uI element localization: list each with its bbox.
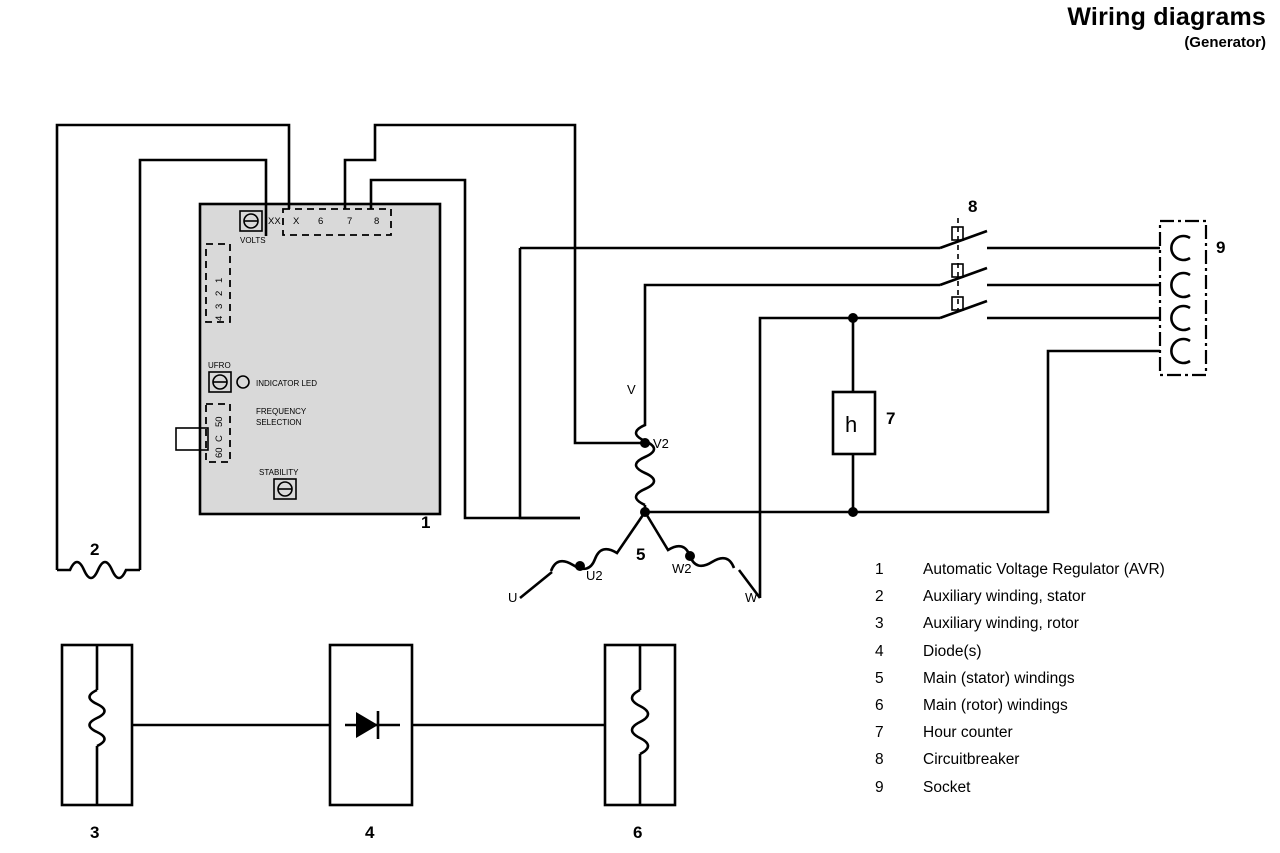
socket-contact-4 [1171,339,1190,363]
legend-label: Main (stator) windings [923,669,1075,687]
socket-contact-3 [1171,306,1190,330]
aux-rotor-ref: 3 [90,823,100,842]
terminal-label-7: 7 [347,216,353,227]
legend-label: Auxiliary winding, stator [923,588,1086,606]
winding-v [636,401,654,505]
u-lead [520,572,552,598]
legend-number: 2 [875,588,884,606]
frequency-selection-label-1: FREQUENCY [256,407,307,416]
selector-label-4: 4 [214,315,225,321]
legend-label: Diode(s) [923,642,982,660]
label-v: V [627,382,636,397]
legend [875,556,1165,801]
avr-ref-number: 1 [421,513,431,532]
legend-label: Hour counter [923,724,1013,742]
legend-item [875,583,1165,610]
circuitbreaker-ref: 8 [968,197,978,216]
legend-item [875,610,1165,637]
main-rotor-ref: 6 [633,823,643,842]
hour-counter-symbol: h [845,412,858,437]
legend-number: 9 [875,778,884,796]
legend-label: Automatic Voltage Regulator (AVR) [923,561,1165,578]
indicator-led-label: INDICATOR LED [256,379,318,388]
label-w2: W2 [672,561,692,576]
hour-counter-ref: 7 [886,409,896,428]
legend-label: Main (rotor) windings [923,697,1068,715]
legend-number: 8 [875,751,884,769]
frequency-option-60: 60 [214,447,225,458]
frequency-option-c: C [214,435,225,442]
legend-item [875,746,1165,773]
wire-neutral-to-socket [645,351,1160,512]
legend-item [875,638,1165,665]
wire-phase2-to-breaker [645,285,940,378]
selector-label-2: 2 [214,290,225,296]
legend-item [875,774,1165,801]
aux-stator-ref: 2 [90,540,100,559]
socket-contact-2 [1171,273,1190,297]
label-u2: U2 [586,568,603,583]
legend-label: Circuitbreaker [923,751,1020,769]
legend-item [875,719,1165,746]
socket-ref: 9 [1216,238,1226,257]
legend-item [875,692,1165,719]
frequency-selection-label-2: SELECTION [256,418,302,427]
legend-number: 6 [875,697,884,715]
diode-ref: 4 [365,823,375,842]
stator-ref: 5 [636,545,646,564]
socket-contact-1 [1171,236,1190,260]
label-w: W [745,590,758,605]
legend-item [875,556,1165,583]
frequency-option-50: 50 [214,416,225,427]
winding-u [551,512,645,571]
legend-number: 4 [875,642,884,660]
w2-node [685,551,695,561]
hour-counter-tap-node [848,313,858,323]
terminal-label-6: 6 [318,216,324,227]
selector-label-3: 3 [214,303,225,309]
terminal-label-8: 8 [374,216,380,227]
label-u: U [508,590,518,605]
stability-label: STABILITY [259,468,299,477]
page-title: Wiring diagrams [1067,3,1266,31]
legend-label: Socket [923,778,971,796]
legend-number: 3 [875,615,884,633]
u2-node [575,561,585,571]
legend-number: 7 [875,724,884,742]
legend-item [875,665,1165,692]
terminal-label-xx: XX [268,216,281,227]
page-subtitle: (Generator) [1184,33,1266,51]
legend-number: 1 [875,561,884,578]
selector-label-1: 1 [214,277,225,283]
legend-label: Auxiliary winding, rotor [923,615,1079,633]
aux-stator-winding [57,562,140,578]
ufro-label: UFRO [208,361,231,370]
volts-label: VOLTS [240,236,266,245]
terminal-label-x: X [293,216,300,227]
v2-node [640,438,650,448]
label-v2: V2 [653,436,669,451]
legend-number: 5 [875,669,884,687]
wire-phase1-down [520,248,580,518]
avr-box [200,204,440,514]
